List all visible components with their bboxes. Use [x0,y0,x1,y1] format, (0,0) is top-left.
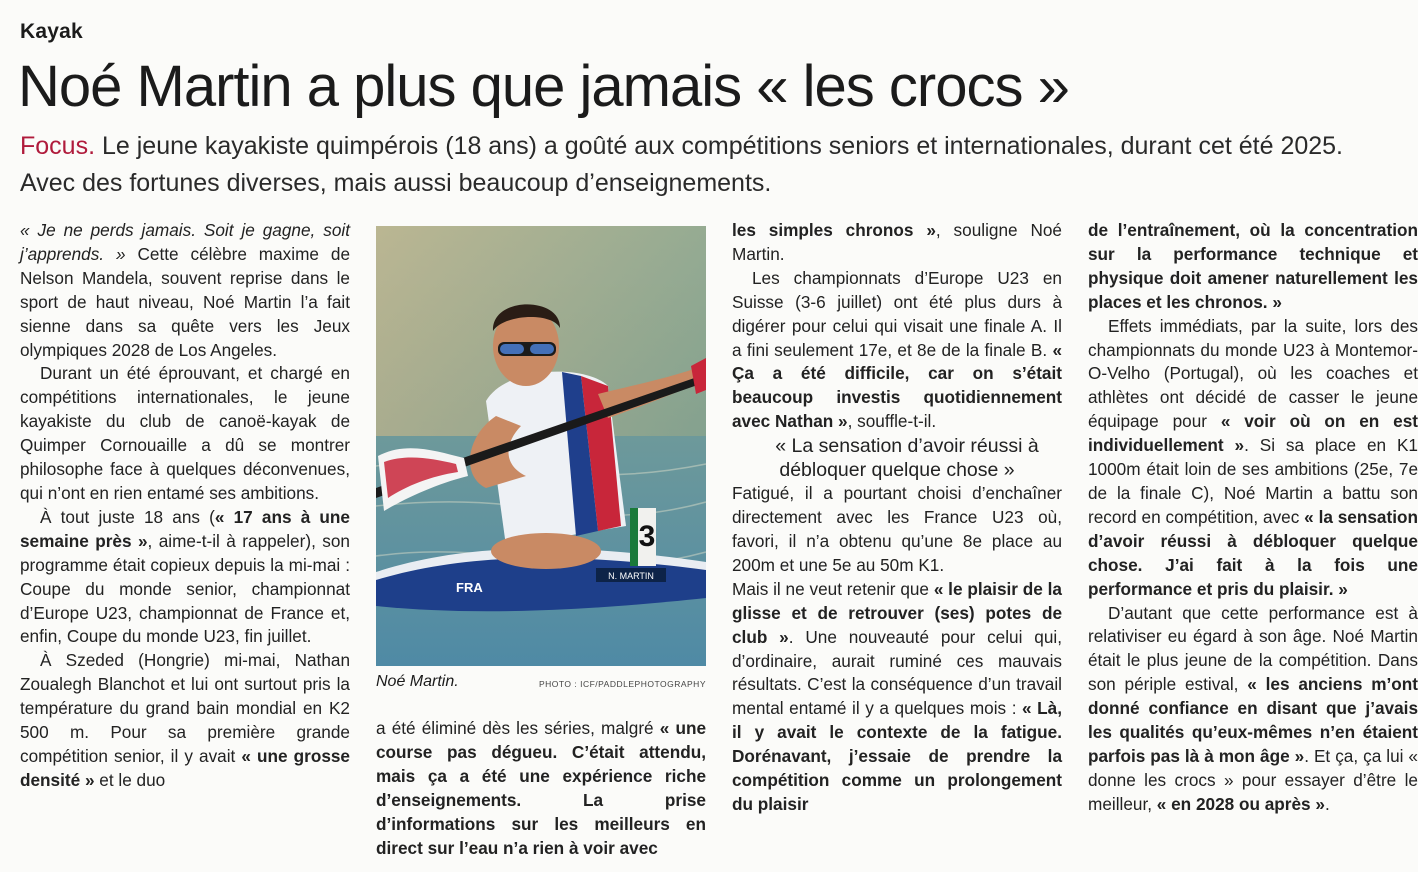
paragraph-text: . [1324,793,1330,814]
paragraph [20,649,350,792]
deck-text: Le jeune kayakiste quimpérois (18 ans) a goûté aux compétitions seniors et internationales, durant cet été 2025. Avec des fortunes diverses, mais aussi beaucoup d’enseignements. [20,132,1344,197]
article-column-2 [376,717,706,860]
paragraph-text: . Et ça, ça lui « donne les crocs » pour essayer d’être le meilleur, [1088,745,1418,814]
paragraph-text: Effets immédiats, par la suite, lors des championnats du monde U23 à Montemor-O-Velho (Portugal), où les coaches et athlètes ont décidé de casser le jeune équipage pour [1088,315,1418,432]
paragraph [1088,315,1418,602]
quote: « le plaisir de la glisse et de retrouver (ses) potes de club » [732,578,1062,647]
paragraph-text: Cette célèbre maxime de Nelson Mandela, souvent reprise dans le sport de haut niveau, Noé Martin l’a fait sienne dans sa quête vers les Jeux olympiques 2028 de Los Angeles. [20,243,351,360]
photo-caption [376,673,706,693]
paragraph-text: Mais il ne veut retenir que [732,578,934,599]
mandela-quote: « Je ne perds jamais. Soit je gagne, soit j’apprends. » [20,220,350,264]
paragraph: Durant un été éprouvant, et chargé en compétitions internationales, le jeune kayakiste du club de canoë-kayak de Quimper Cornouaille a dû se montrer philosophe face à quelques déconvenues, qui n’ont en rien entamé ses ambitions. [20,363,350,503]
paragraph-text: . Si sa place en K1 1000m était loin de ses ambitions (25e, 7e de la finale C), Noé Martin a battu son record en compétition, avec [1088,435,1418,527]
paragraph [376,717,706,860]
kayaker-illustration [376,226,706,666]
boat-name: N. MARTIN [608,571,654,581]
paragraph: Fatigué, il a pourtant choisi d’enchaîner directement avec les France U23 où, favori, il n’a obtenu qu’une 8e place au 200m et une 5e au 50m K1. [732,483,1062,575]
quote: « en 2028 ou après » [1156,793,1325,814]
article-column-3 [732,219,1062,817]
paragraph-text: a été éliminé dès les séries, malgré [376,718,660,738]
quote: « une course pas dégueu. C’était attendu, mais ça a été une expérience riche d’enseignements. La prise d’informations sur les meilleurs en direct sur l’eau n’a rien à voir avec [376,718,707,858]
deck-kicker: Focus. [20,132,96,160]
paragraph-text: , souffle-t-il. [847,411,937,432]
paragraph-text: . Une nouveauté pour celui qui, d’ordinaire, aurait ruminé ces mauvais résultats. C’est la conséquence d’un travail mental entamé il y a quelques mois : [732,626,1062,719]
quote: « Ça a été difficile, car on s’était beaucoup investis quotidiennement avec Nathan » [732,339,1062,432]
subheading: « La sensation d’avoir réussi à débloquer quelque chose » [775,435,1039,482]
paragraph-text: , souligne Noé Martin. [732,220,1062,264]
article-column-4 [1088,219,1418,817]
article-column-1 [20,219,350,793]
deck [20,128,1380,202]
kayaker-photo [376,226,706,666]
headline: Noé Martin a plus que jamais « les crocs » [18,54,1069,119]
paragraph [20,219,350,362]
paragraph [732,267,1062,434]
paragraph-text: et le duo [94,769,166,790]
paragraph-text: À Szeded (Hongrie) mi-mai, Nathan Zoualegh Blanchot et lui ont surtout pris la température du grand bain mondial en K2 500 m. Pour sa première grande compétition senior, il y avait [20,650,350,766]
quote: les simples chronos » [732,220,936,240]
quote: « 17 ans à une semaine près » [20,506,350,551]
paragraph-text: , aime-t-il à rappeler), son programme était copieux depuis la mi-mai : Coupe du monde senior, championnat d’Europe U23, championnat de France et, enfin, Coupe du monde U23, fin juillet. [20,530,350,647]
paragraph [1088,219,1418,315]
quote: « la sensation d’avoir réussi à débloquer quelque chose. J’ai fait à la fois une performance et pris du plaisir. » [1088,506,1418,599]
quote: « Là, il y avait le contexte de la fatigue. Dorénavant, j’essaie de prendre la compétition comme un prolongement du plaisir [732,698,1062,814]
paragraph [20,506,350,649]
paragraph [1088,602,1418,817]
photo-credit: PHOTO : ICF/PADDLEPHOTOGRAPHY [538,679,706,689]
quote: « voir où on en est individuellement » [1088,411,1418,456]
quote: « une grosse densité » [20,745,350,790]
paragraph-text: D’autant que cette performance est à relativiser eu égard à son âge. Noé Martin était le plus jeune de la compétition. Dans son périple estival, [1088,602,1418,695]
quote: « les anciens m’ont donné confiance en disant que j’avais les qualités qu’eux-mêmes n’en étaient parfois pas là à mon âge » [1088,674,1418,766]
quote: de l’entraînement, où la concentration sur la performance technique et physique doit amener naturellement les places et les chronos. » [1088,220,1418,312]
caption-name: Noé Martin. [376,673,459,690]
boat-country: FRA [456,580,483,595]
bib-number: 3 [638,520,656,553]
section-rubric: Kayak [20,20,83,43]
paragraph [732,219,1062,267]
paragraph [732,578,1062,817]
paragraph-text: À tout juste 18 ans ( [40,506,215,527]
paragraph-text: Les championnats d’Europe U23 en Suisse (3-6 juillet) ont été plus durs à digérer pour celui qui visait une finale A. Il a fini seulement 17e, et 8e de la finale B. [732,267,1062,360]
